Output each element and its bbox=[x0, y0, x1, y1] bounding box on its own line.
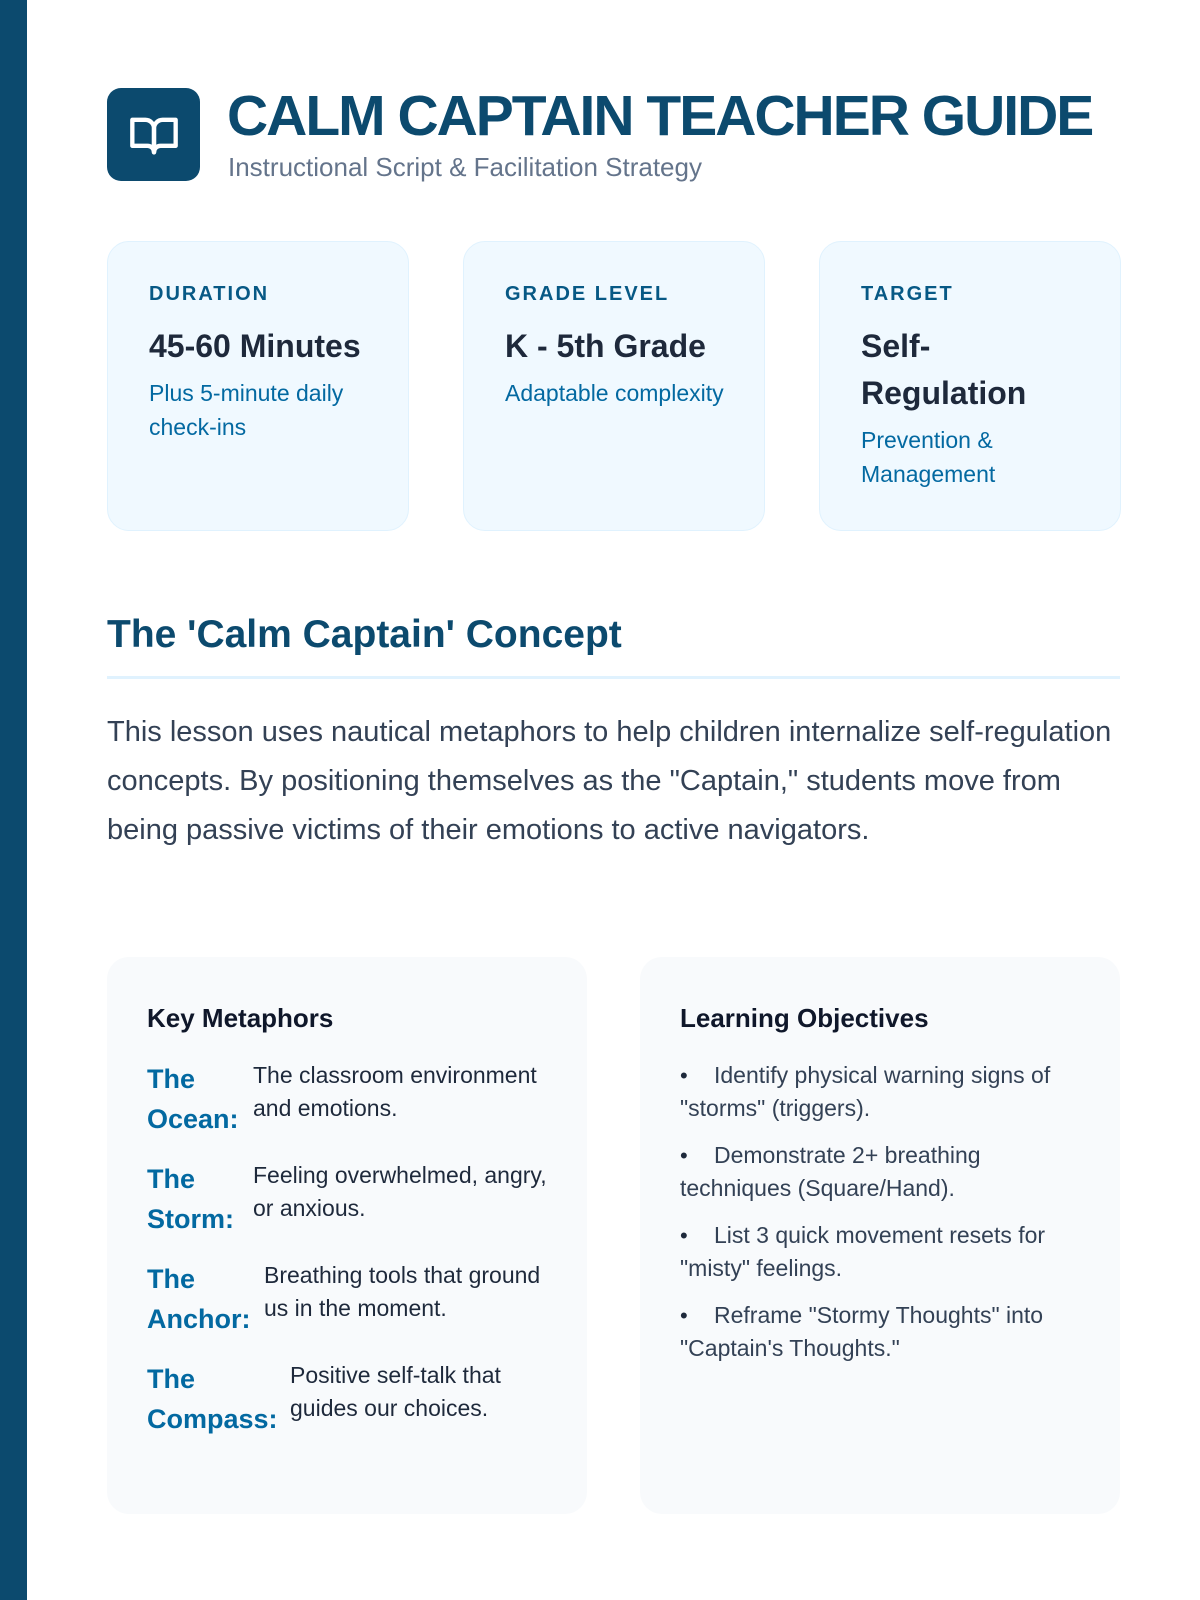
objective-item bbox=[680, 1219, 1080, 1285]
concept-heading: The 'Calm Captain' Concept bbox=[107, 613, 622, 656]
objective-item bbox=[680, 1299, 1080, 1365]
info-cards bbox=[107, 241, 1120, 531]
metaphor-item bbox=[147, 1359, 547, 1439]
objective-text: Reframe "Stormy Thoughts" into "Captain's Thoughts." bbox=[680, 1302, 1044, 1361]
objective-text: Demonstrate 2+ breathing techniques (Square/Hand). bbox=[680, 1142, 981, 1201]
bullet: • bbox=[680, 1223, 688, 1248]
objective-item bbox=[680, 1139, 1080, 1205]
metaphor-definition: Positive self-talk that guides our choices. bbox=[290, 1362, 501, 1421]
metaphor-item bbox=[147, 1059, 547, 1139]
logo-badge bbox=[107, 88, 200, 181]
learning-objectives-panel bbox=[640, 957, 1120, 1514]
side-accent-bar bbox=[0, 0, 27, 1600]
page-title: CALM CAPTAIN TEACHER GUIDE bbox=[227, 84, 1093, 148]
duration-card bbox=[107, 241, 409, 531]
objectives-list bbox=[680, 1059, 1080, 1365]
metaphor-term: The Storm: bbox=[147, 1164, 234, 1234]
objective-item bbox=[680, 1059, 1080, 1125]
metaphor-item bbox=[147, 1259, 547, 1339]
card-value: Self-Regulation bbox=[861, 328, 1027, 411]
card-value: 45-60 Minutes bbox=[149, 328, 361, 364]
metaphor-term: The Anchor: bbox=[147, 1264, 251, 1334]
grade-level-card bbox=[463, 241, 765, 531]
card-label: DURATION bbox=[149, 283, 270, 305]
open-book-icon bbox=[128, 109, 180, 161]
bullet: • bbox=[680, 1303, 688, 1328]
panel-title: Key Metaphors bbox=[147, 1003, 334, 1033]
metaphor-definition: The classroom environment and emotions. bbox=[253, 1062, 537, 1121]
card-label: TARGET bbox=[861, 283, 954, 305]
key-metaphors-panel bbox=[107, 957, 587, 1514]
section-divider bbox=[107, 676, 1120, 679]
objective-text: Identify physical warning signs of "storms" (triggers). bbox=[680, 1062, 1051, 1121]
metaphor-item bbox=[147, 1159, 547, 1239]
metaphor-term: The Ocean: bbox=[147, 1064, 239, 1134]
target-card bbox=[819, 241, 1121, 531]
metaphor-definition: Breathing tools that ground us in the moment. bbox=[264, 1262, 541, 1321]
metaphor-definition: Feeling overwhelmed, angry, or anxious. bbox=[253, 1162, 547, 1221]
concept-paragraph: This lesson uses nautical metaphors to help children internalize self-regulation concepts. By positioning themselves as the "Captain," students move from being passive victims of their emotions to active navigators. bbox=[107, 716, 1112, 846]
header bbox=[107, 86, 1120, 182]
page-subtitle: Instructional Script & Facilitation Strategy bbox=[228, 152, 702, 182]
metaphor-term: The Compass: bbox=[147, 1364, 278, 1434]
panel-title: Learning Objectives bbox=[680, 1003, 929, 1033]
bullet: • bbox=[680, 1063, 688, 1088]
bullet: • bbox=[680, 1143, 688, 1168]
objective-text: List 3 quick movement resets for "misty" feelings. bbox=[680, 1222, 1046, 1281]
metaphor-list bbox=[147, 1059, 547, 1439]
card-note: Plus 5-minute daily check-ins bbox=[149, 380, 344, 440]
card-note: Adaptable complexity bbox=[505, 380, 724, 406]
card-label: GRADE LEVEL bbox=[505, 283, 670, 305]
card-value: K - 5th Grade bbox=[505, 328, 706, 364]
card-note: Prevention & Management bbox=[861, 427, 996, 487]
